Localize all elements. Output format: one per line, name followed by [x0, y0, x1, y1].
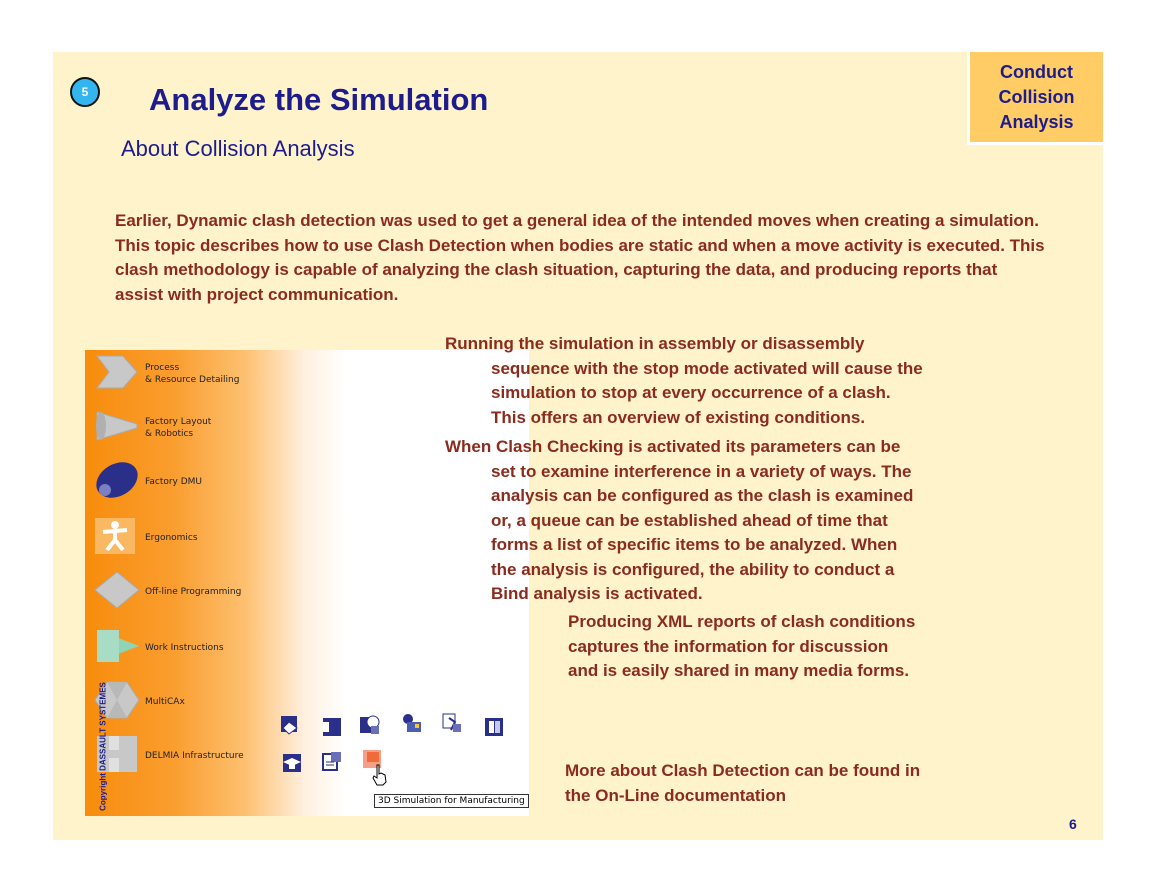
paragraph-line: captures the information for discussion	[568, 636, 889, 656]
factory-layout-icon	[93, 406, 141, 446]
xml-paragraph	[568, 610, 1048, 684]
topic-box	[967, 52, 1103, 145]
process-icon	[93, 352, 141, 392]
device-icon[interactable]	[401, 712, 423, 734]
paragraph-line: More about Clash Detection can be found in	[565, 761, 921, 780]
hand-cursor-icon	[372, 764, 388, 786]
menu-item-factory-dmu[interactable]	[93, 460, 353, 504]
menu-item-delmia-infrastructure[interactable]	[93, 734, 353, 778]
topic-line-2: Collision	[998, 86, 1075, 107]
work-instructions-icon	[93, 626, 141, 666]
menu-label: Off-line Programming	[145, 587, 242, 597]
topic-line-1: Conduct	[1000, 61, 1073, 82]
paragraph-line: Bind analysis is activated.	[491, 584, 703, 603]
offline-programming-icon	[93, 570, 141, 610]
paragraph-line: forms a list of specific items to be analyzed. When	[491, 535, 898, 554]
factory-dmu-icon	[93, 460, 141, 500]
intro-paragraph: Earlier, Dynamic clash detection was used to get a general idea of the intended moves when creating a simulation. This topic describes how to use Clash Detection when bodies are static and when a move activity is executed. This clash methodology is capable of analyzing the clash situation, capturing the data, and producing reports that assist with project communication.	[115, 211, 1045, 304]
menu-item-offline-programming[interactable]	[93, 570, 353, 614]
part-icon[interactable]	[321, 716, 343, 738]
simulation-icon[interactable]	[359, 714, 381, 736]
menu-label: Ergonomics	[145, 533, 198, 543]
paragraph-line: sequence with the stop mode activated will cause the	[491, 358, 923, 378]
menu-item-process[interactable]	[93, 352, 353, 396]
document-icon[interactable]	[321, 750, 343, 772]
page-number: 6	[1069, 816, 1077, 832]
menu-item-multicax[interactable]	[93, 680, 353, 724]
paragraph-line: analysis can be configured as the clash is examined	[491, 486, 914, 505]
menu-label: DELMIA Infrastructure	[145, 751, 244, 761]
menu-label: Work Instructions	[145, 643, 224, 653]
more-info-paragraph	[565, 759, 1045, 808]
slide-title: Analyze the Simulation	[149, 82, 489, 117]
slide-subtitle: About Collision Analysis	[121, 136, 355, 161]
menu-item-ergonomics[interactable]	[93, 516, 353, 560]
copyright-text: Copyright DASSAULT SYSTEMES	[98, 682, 108, 811]
paragraph-line: When Clash Checking is activated its parameters can be	[445, 437, 901, 456]
ergonomics-icon	[93, 516, 141, 556]
menu-item-factory-layout[interactable]	[93, 406, 353, 450]
assembly-icon[interactable]	[279, 714, 301, 736]
running-paragraph	[445, 332, 1045, 430]
paragraph-line: simulation to stop at every occurrence of a clash.	[491, 383, 891, 402]
menu-label: Factory Layout & Robotics	[145, 417, 212, 439]
paragraph-line: or, a queue can be established ahead of time that	[491, 510, 888, 530]
paragraph-line: Running the simulation in assembly or disassembly	[445, 334, 865, 353]
clash-paragraph	[445, 435, 1045, 607]
training-icon[interactable]	[281, 752, 303, 774]
step-number-badge: 5	[70, 77, 100, 107]
paragraph-line: set to examine interference in a variety of ways. The	[491, 461, 912, 481]
database-icon[interactable]	[483, 716, 505, 738]
tooltip: 3D Simulation for Manufacturing	[374, 794, 529, 808]
robot-icon[interactable]	[441, 712, 463, 734]
paragraph-line: and is easily shared in many media forms.	[568, 661, 910, 680]
paragraph-line: the On-Line documentation	[565, 785, 786, 805]
paragraph-line: This offers an overview of existing conditions.	[491, 407, 866, 427]
paragraph-line: Producing XML reports of clash conditions	[568, 612, 916, 631]
paragraph-line: the analysis is configured, the ability to conduct a	[491, 559, 895, 579]
menu-item-work-instructions[interactable]	[93, 626, 353, 670]
topic-line-3: Analysis	[999, 111, 1074, 132]
menu-label: Factory DMU	[145, 477, 203, 487]
menu-label: MultiCAx	[145, 697, 185, 707]
slide	[53, 52, 1103, 840]
menu-label: Process & Resource Detailing	[145, 363, 240, 385]
